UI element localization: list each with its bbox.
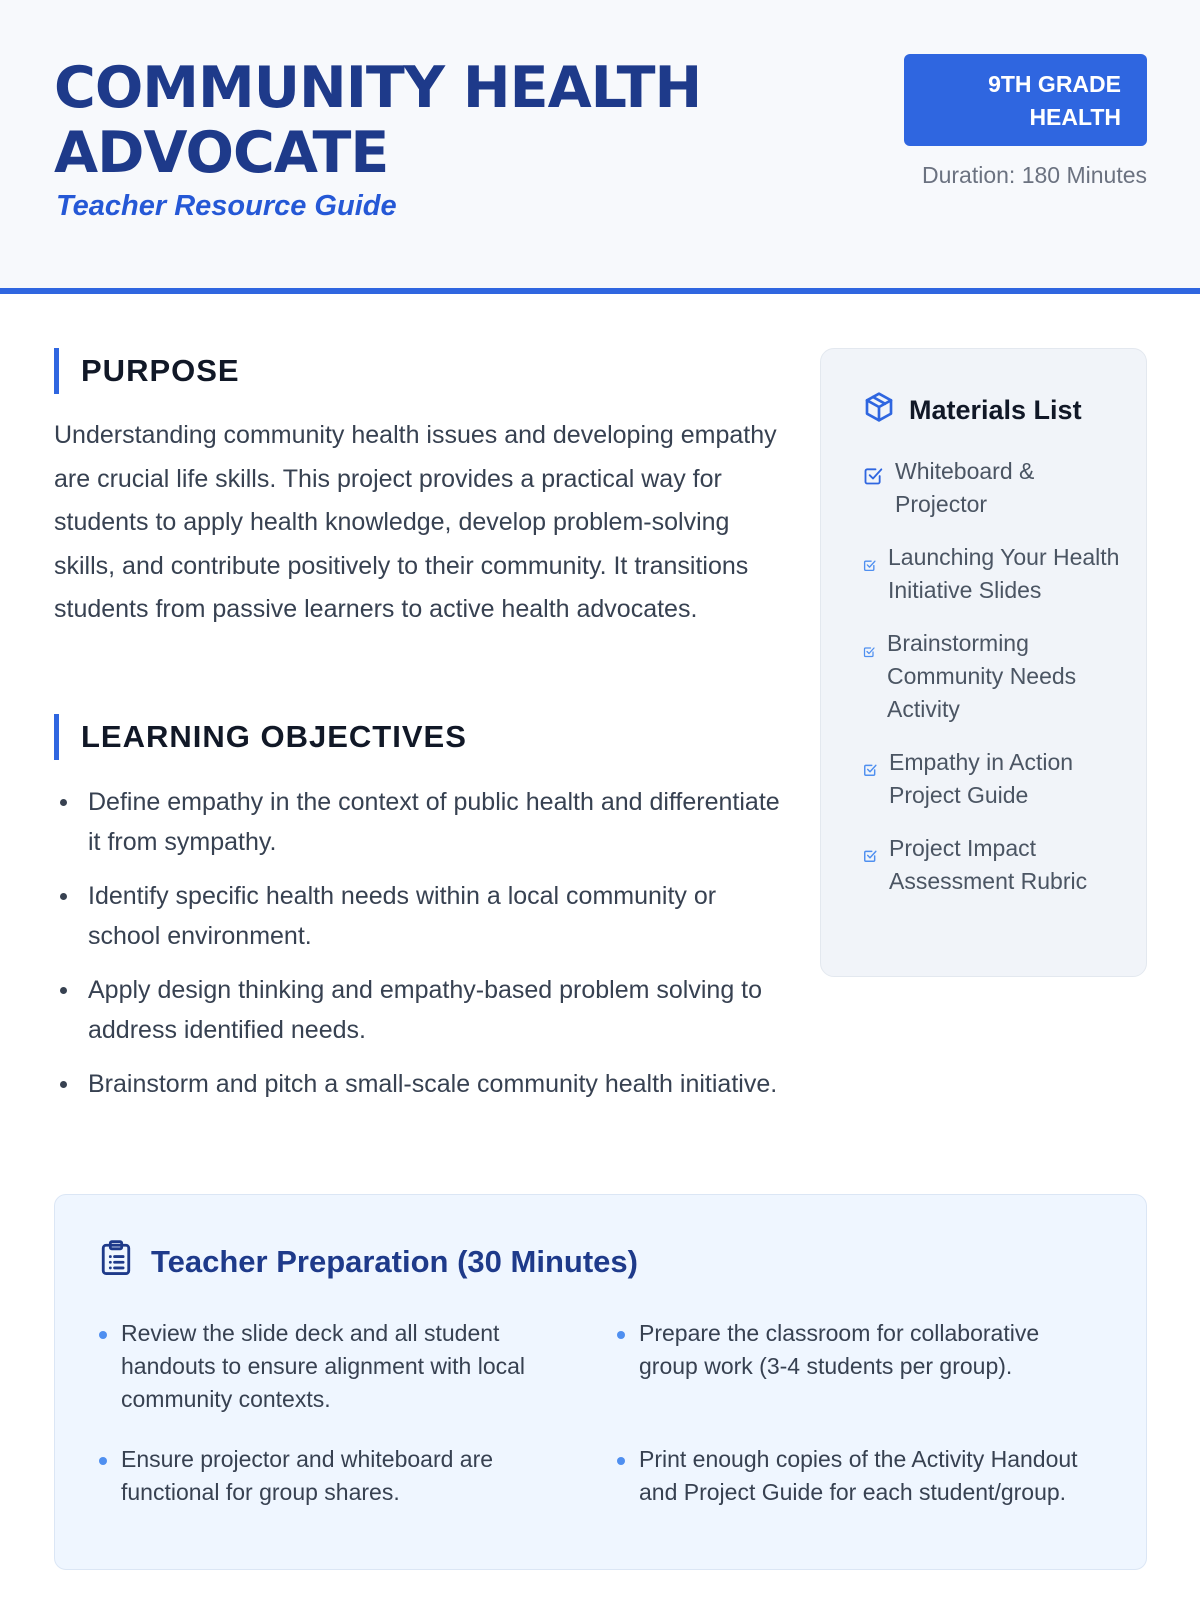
preparation-item: Print enough copies of the Activity Handout and Project Guide for each student/group. — [615, 1443, 1085, 1509]
page-title — [54, 56, 701, 186]
material-label: Brainstorming Community Needs Activity — [887, 630, 1077, 722]
preparation-title: Teacher Preparation (30 Minutes) — [151, 1244, 638, 1279]
badge-line-2: HEALTH — [1029, 104, 1121, 130]
material-label: Project Impact Assessment Rubric — [889, 835, 1088, 894]
objective-item: Define empathy in the context of public health and differentiate it from sympathy. — [54, 782, 784, 862]
materials-header — [863, 391, 1082, 430]
checkbox-icon — [863, 839, 877, 872]
materials-title: Materials List — [909, 395, 1082, 425]
material-item — [863, 455, 1123, 521]
purpose-heading: PURPOSE — [54, 348, 240, 394]
page-subtitle: Teacher Resource Guide — [56, 190, 397, 222]
preparation-header — [99, 1239, 638, 1285]
badge-line-1: 9TH GRADE — [988, 71, 1121, 97]
materials-list — [863, 455, 1123, 918]
material-item — [863, 627, 1123, 726]
duration-label: Duration: 180 Minutes — [921, 162, 1147, 188]
objective-item: Brainstorm and pitch a small-scale community health initiative. — [54, 1064, 784, 1104]
checkbox-icon — [863, 548, 876, 581]
clipboard-icon — [99, 1239, 133, 1285]
objective-item: Apply design thinking and empathy-based problem solving to address identified needs. — [54, 970, 784, 1050]
teacher-preparation-card — [54, 1194, 1147, 1570]
material-label: Empathy in Action Project Guide — [889, 749, 1074, 808]
preparation-item: Review the slide deck and all student handouts to ensure alignment with local community contexts. — [97, 1317, 567, 1416]
preparation-item: Prepare the classroom for collaborative group work (3-4 students per group). — [615, 1317, 1085, 1383]
materials-card — [820, 348, 1147, 977]
checkbox-icon — [863, 634, 875, 667]
material-item — [863, 541, 1123, 607]
package-icon — [863, 391, 895, 430]
material-item — [863, 746, 1123, 812]
preparation-item: Ensure projector and whiteboard are functional for group shares. — [97, 1443, 567, 1509]
checkbox-icon — [863, 753, 877, 786]
objectives-heading: LEARNING OBJECTIVES — [54, 714, 467, 760]
title-line-2: ADVOCATE — [54, 120, 389, 186]
material-item — [863, 832, 1123, 898]
objectives-list — [54, 782, 784, 1118]
page-header — [0, 0, 1200, 294]
objective-item: Identify specific health needs within a local community or school environment. — [54, 876, 784, 956]
checkbox-icon — [863, 462, 883, 495]
material-label: Launching Your Health Initiative Slides — [888, 544, 1120, 603]
title-line-1: COMMUNITY HEALTH — [54, 55, 702, 121]
purpose-text: Understanding community health issues and developing empathy are crucial life skills. This project provides a practical way for students to apply health knowledge, develop problem-solving skills, and contribute positively to their community. It transitions students from passive learners to active health advocates. — [54, 421, 777, 623]
grade-badge — [904, 54, 1147, 146]
material-label: Whiteboard & Projector — [895, 458, 1035, 517]
